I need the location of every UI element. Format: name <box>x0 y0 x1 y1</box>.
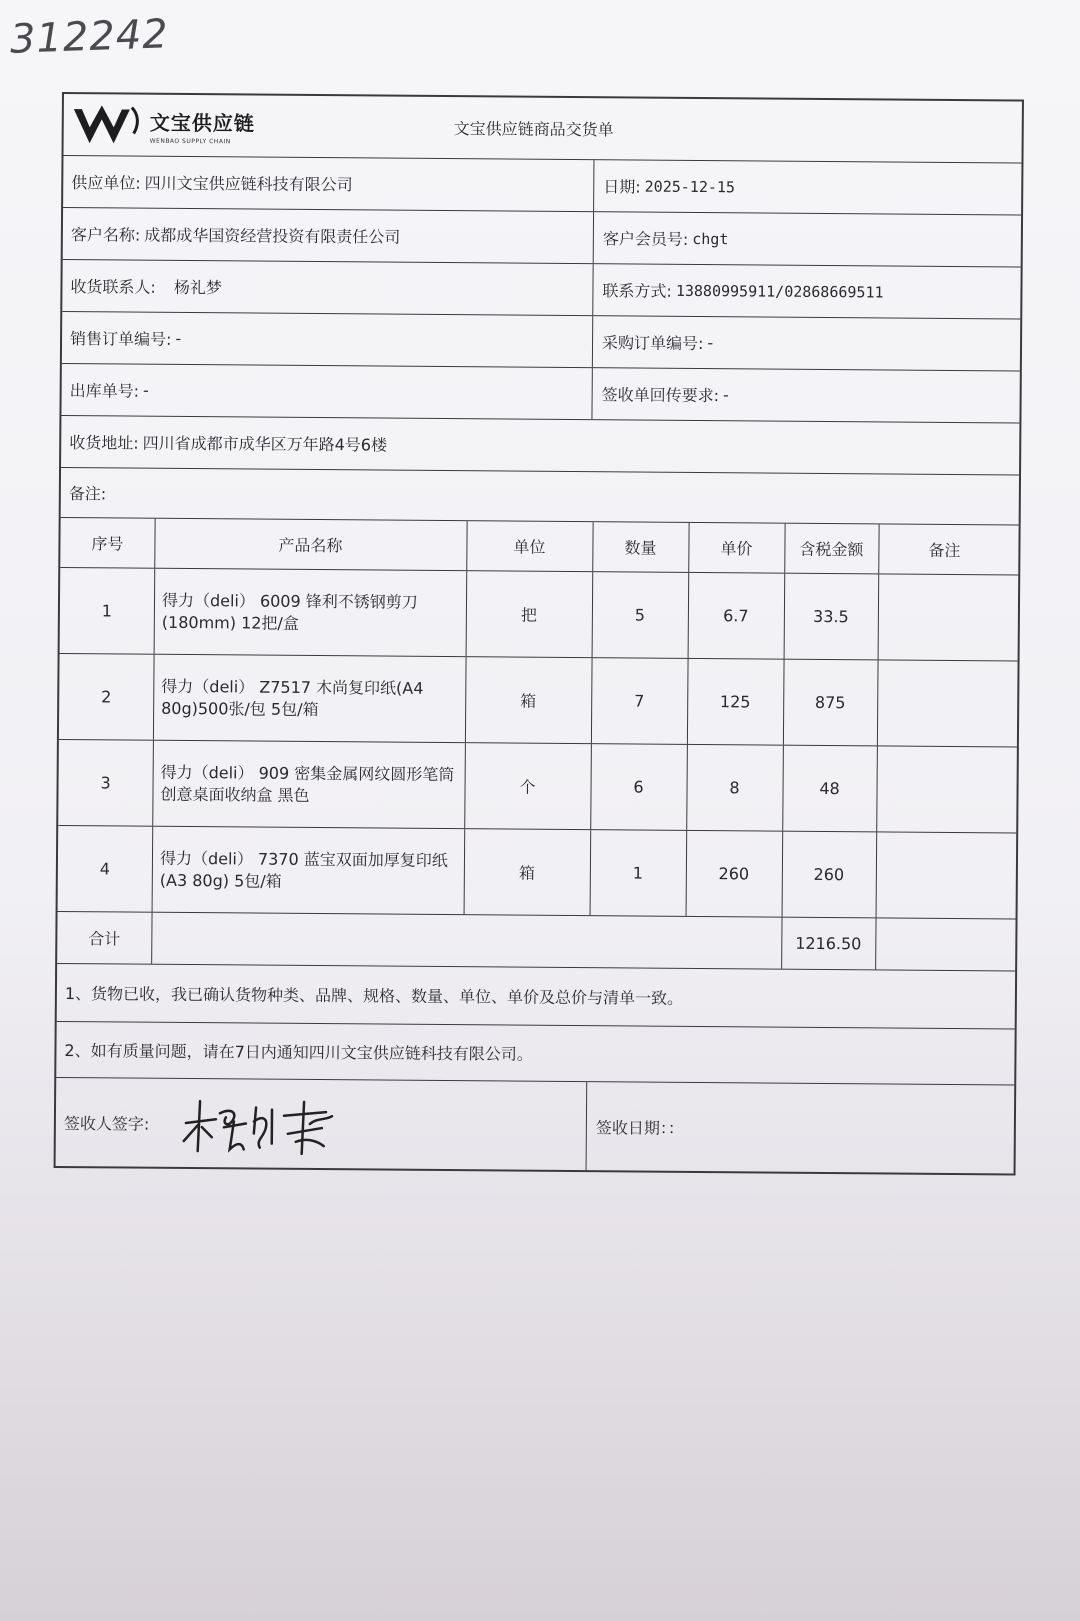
row-qty: 1 <box>632 863 644 883</box>
col-header-amount: 含税金额 <box>799 539 864 560</box>
row-product-name: 得力（deli） 6009 锋利不锈钢剪刀(180mm) 12把/盒 <box>161 590 418 633</box>
row-no: 2 <box>101 687 112 707</box>
sign-date-area <box>588 1082 1009 1173</box>
sales-order-label: 销售订单编号: <box>69 329 172 349</box>
delivery-note <box>54 92 1024 1176</box>
address-label: 收货地址: <box>69 433 139 453</box>
contact-row <box>62 260 1020 320</box>
row-price: 125 <box>719 692 751 712</box>
remark-label: 备注: <box>68 484 107 504</box>
contact-label: 收货联系人: <box>70 277 156 297</box>
table-row <box>60 568 1019 662</box>
row-price: 260 <box>718 864 750 884</box>
total-row <box>57 912 1015 972</box>
total-label: 合计 <box>88 929 121 949</box>
address-value: 四川省成都市成华区万年路4号6楼 <box>142 433 388 455</box>
purchase-order-label: 采购订单编号: <box>601 333 704 354</box>
customer-row <box>63 208 1021 268</box>
phone-value: 13880995911/02868669511 <box>675 281 884 301</box>
col-header-remark: 备注 <box>928 540 961 561</box>
row-unit: 个 <box>519 777 536 797</box>
sign-date-label: 签收日期：： <box>595 1117 684 1138</box>
row-remark <box>876 746 1009 832</box>
table-row <box>58 826 1017 920</box>
note-row <box>56 1022 1014 1086</box>
row-remark <box>878 574 1011 660</box>
col-header-unit: 单位 <box>513 537 546 557</box>
remark-row <box>61 468 1019 526</box>
member-label: 客户会员号: <box>602 229 689 249</box>
row-price: 6.7 <box>723 606 749 626</box>
row-price: 8 <box>729 778 740 798</box>
row-amount: 33.5 <box>813 606 849 627</box>
row-product-name: 得力（deli） 7370 蓝宝双面加厚复印纸(A3 80g) 5包/箱 <box>159 848 448 891</box>
purchase-order-value: - <box>707 333 714 353</box>
handwritten-number: 312242 <box>9 11 170 63</box>
total-value: 1216.50 <box>795 933 862 954</box>
sales-order-value: - <box>175 328 182 348</box>
row-qty: 5 <box>634 605 646 625</box>
logo-subtext: WENBAO SUPPLY CHAIN <box>149 137 231 145</box>
date-label: 日期: <box>603 177 641 197</box>
outbound-label: 出库单号: <box>69 381 140 401</box>
row-qty: 7 <box>634 691 645 711</box>
col-header-name: 产品名称 <box>278 535 343 556</box>
logo-text: 文宝供应链 <box>149 110 255 136</box>
supplier-row <box>63 156 1021 216</box>
row-amount: 48 <box>819 778 840 799</box>
row-unit: 箱 <box>518 863 535 883</box>
customer-label: 客户名称: <box>70 225 141 245</box>
row-unit: 箱 <box>520 691 537 711</box>
address-row <box>61 416 1019 476</box>
table-row <box>59 654 1018 748</box>
note-1: 1、货物已收，我已确认货物种类、品牌、规格、数量、单位、单价及总价与清单一致。 <box>64 984 684 1008</box>
table-row <box>58 740 1017 834</box>
phone-label: 联系方式: <box>602 281 672 301</box>
row-remark <box>877 660 1010 746</box>
header-row <box>63 94 1021 164</box>
note-row <box>57 964 1015 1030</box>
row-unit: 把 <box>520 605 537 625</box>
document-title: 文宝供应链商品交货单 <box>453 119 614 140</box>
handwritten-signature <box>176 1093 356 1158</box>
supplier-value: 四川文宝供应链科技有限公司 <box>144 173 353 195</box>
date-value: 2025-12-15 <box>644 177 736 196</box>
outbound-row <box>61 364 1019 424</box>
note-2: 2、如有质量问题，请在7日内通知四川文宝供应链科技有限公司。 <box>64 1041 533 1064</box>
col-header-no: 序号 <box>91 534 124 554</box>
outbound-value: - <box>142 380 149 400</box>
col-header-qty: 数量 <box>624 538 657 558</box>
contact-value: 杨礼梦 <box>173 277 222 298</box>
receipt-value: - <box>722 385 729 405</box>
row-no: 3 <box>100 773 111 793</box>
member-value: chgt <box>692 229 729 248</box>
row-no: 1 <box>101 601 113 621</box>
row-product-name: 得力（deli） 909 密集金属网纹圆形笔筒 创意桌面收纳盒 黑色 <box>160 762 455 805</box>
order-row <box>62 312 1020 372</box>
row-amount: 875 <box>814 692 846 713</box>
receipt-label: 签收单回传要求: <box>601 385 720 406</box>
row-product-name: 得力（deli） Z7517 木尚复印纸(A4 80g)500张/包 5包/箱 <box>161 676 424 719</box>
row-qty: 6 <box>633 777 644 797</box>
signature-row <box>56 1078 1015 1174</box>
supplier-label: 供应单位: <box>71 173 141 193</box>
logo <box>64 94 364 157</box>
row-remark <box>876 832 1009 918</box>
customer-value: 成都成华国资经营投资有限责任公司 <box>144 225 401 247</box>
table-header-row <box>60 518 1018 576</box>
signer-label: 签收人签字: <box>63 1113 150 1134</box>
row-no: 4 <box>99 859 111 879</box>
row-amount: 260 <box>813 864 845 885</box>
col-header-price: 单价 <box>720 539 753 559</box>
wenbao-logo-icon <box>72 103 144 148</box>
